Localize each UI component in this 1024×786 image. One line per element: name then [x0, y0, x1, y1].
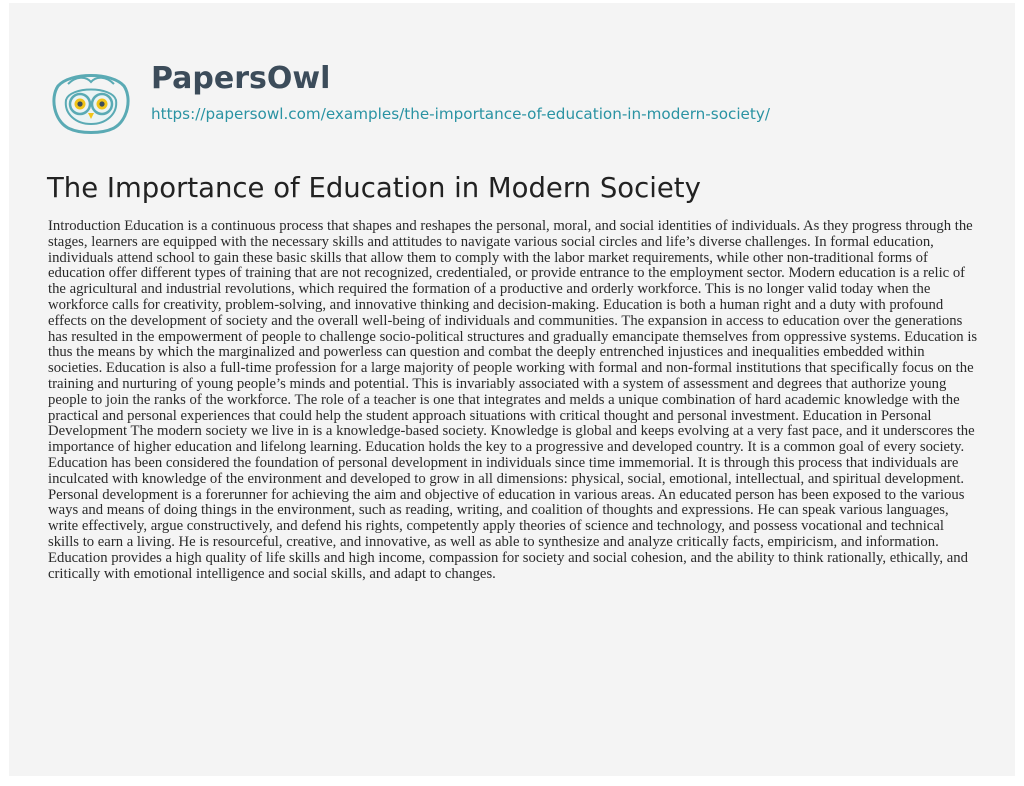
source-url-link[interactable]: https://papersowl.com/examples/the-importance-of-education-in-modern-society/	[151, 105, 770, 123]
document-title: The Importance of Education in Modern Society	[47, 172, 701, 204]
site-header	[48, 54, 948, 142]
brand-name[interactable]: PapersOwl	[151, 61, 331, 96]
document-body: Introduction Education is a continuous process that shapes and reshapes the personal, moral, and social identities of individuals. As they progress through the stages, learners are equipped with the necessary skills and attitudes to navigate various social circles and life’s diverse challenges. In formal education, individuals attend school to gain these basic skills that allow them to comply with the labor market requirements, while other non-traditional forms of education offer different types of training that are not recognized, credentialed, or provide entrance to the employment sector. Modern education is a relic of the agricultural and industrial revolutions, which required the formation of a productive and orderly workforce. This is no longer valid today when the workforce calls for creativity, problem-solving, and innovative thinking and decision-making. Education is both a human right and a duty with profound effects on the development of society and the overall well-being of individuals and communities. The expansion in access to education over the generations has resulted in the empowerment of people to challenge socio-political structures and gradually emancipate themselves from oppressive systems. Education is thus the means by which the marginalized and powerless can question and combat the deeply entrenched injustices and inequalities embedded within societies. Education is also a full-time profession for a large majority of people working with formal and non-formal institutions that specifically focus on the training and nurturing of young people’s minds and potential. This is invariably associated with a system of assessment and degrees that authorize young people to join the ranks of the workforce. The role of a teacher is one that integrates and melds a unique combination of hard academic knowledge with the practical and personal experiences that could help the student approach situations with critical thought and personal investment. Education in Personal Development The modern society we live in is a knowledge-based society. Knowledge is global and keeps evolving at a very fast pace, and it underscores the importance of higher education and lifelong learning. Education holds the key to a progressive and developed country. It is a common goal of every society. Education has been considered the foundation of personal development in individuals since time immemorial. It is through this process that individuals are inculcated with knowledge of the environment and developed to grow in all dimensions: physical, social, emotional, intellectual, and spiritual development. Personal development is a forerunner for achieving the aim and objective of education in various areas. An educated person has been exposed to the various ways and means of doing things in the environment, such as reading, writing, and coalition of thoughts and expressions. He can speak various languages, write effectively, argue constructively, and defend his rights, competently apply theories of science and technology, and possess vocational and technical skills to earn a living. He is resourceful, creative, and innovative, as well as able to synthesize and analyze critically facts, empiricism, and information. Education provides a high quality of life skills and high income, compassion for society and social cohesion, and the ability to think rationally, ethically, and critically with emotional intelligence and social skills, and adapt to changes.	[48, 218, 978, 582]
owl-logo-icon[interactable]	[48, 66, 134, 136]
